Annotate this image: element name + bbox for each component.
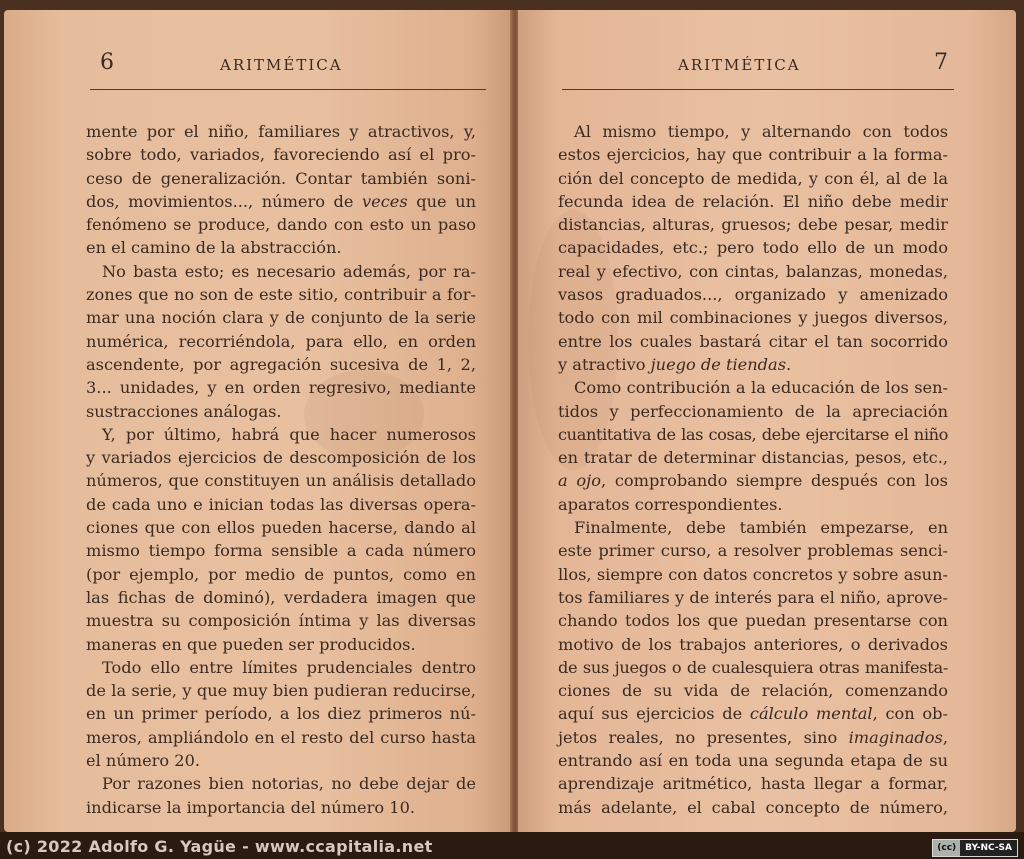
text-line: jetos reales, no presentes, sino imaginados, bbox=[558, 727, 948, 747]
text-line: ciones de su vida de relación, comenzando bbox=[558, 681, 948, 701]
text-line: en el camino de la abstracción. bbox=[86, 238, 342, 258]
text-line: de cada uno e inician todas las diversas opera- bbox=[86, 494, 476, 514]
text-line: dos, movimientos..., número de veces que un bbox=[86, 191, 476, 211]
right-page-header bbox=[562, 50, 954, 90]
text-line: Como contribución a la educación de los sen- bbox=[574, 378, 948, 398]
text-line: aparatos correspondientes. bbox=[558, 494, 783, 514]
text-line: mar una noción clara y de conjunto de la serie bbox=[86, 308, 476, 328]
right-page bbox=[518, 10, 1016, 832]
text-line: ascendente, por agregación sucesiva de 1, 2, bbox=[86, 354, 476, 374]
text-line: distancias, alturas, gruesos; debe pesar, medir bbox=[558, 215, 948, 235]
text-line: real y efectivo, con cintas, balanzas, monedas, bbox=[558, 261, 948, 281]
text-line: numérica, recorriéndola, para ello, en orden bbox=[86, 331, 476, 351]
text-line: muestra su composición íntima y las diversas bbox=[86, 611, 476, 631]
text-line: de la serie, y que muy bien pudieran reducirse, bbox=[86, 681, 476, 701]
text-line: tidos y perfeccionamiento de la apreciación bbox=[558, 401, 948, 421]
text-line: ceso de generalización. Contar también soni- bbox=[86, 168, 476, 188]
header-rule bbox=[562, 89, 954, 90]
text-line: sustracciones análogas. bbox=[86, 401, 282, 421]
text-line: a ojo, comprobando siempre después con los bbox=[558, 471, 948, 491]
text-line: motivo de los trabajos anteriores, o derivados bbox=[558, 634, 948, 654]
left-page-header bbox=[90, 50, 486, 90]
creative-commons-icon: (cc) bbox=[933, 840, 960, 856]
text-line: llos, siempre con datos concretos y sobre asun- bbox=[558, 564, 948, 584]
text-line: aprendizaje aritmético, hasta llegar a formar, bbox=[558, 774, 948, 794]
text-line: en un primer período, a los diez primeros nú- bbox=[86, 704, 476, 724]
license-badge[interactable] bbox=[932, 839, 1018, 857]
text-line: fenómeno se produce, dando con esto un paso bbox=[86, 215, 476, 235]
license-terms: BY-NC-SA bbox=[965, 843, 1012, 853]
text-line: zones que no son de este sitio, contribuir a for- bbox=[86, 285, 476, 305]
text-line: sobre todo, variados, favoreciendo así el pro- bbox=[86, 145, 476, 165]
text-line: meros, ampliándolo en el resto del curso hasta bbox=[86, 727, 476, 747]
text-line: cuantitativa de las cosas, debe ejercitarse el niño bbox=[558, 424, 948, 444]
text-line: números, que constituyen un análisis detallado bbox=[86, 471, 476, 491]
text-line: ción del concepto de medida, y con él, al de la bbox=[558, 168, 948, 188]
text-line: maneras en que pueden ser producidos. bbox=[86, 634, 416, 654]
left-page bbox=[4, 10, 512, 832]
running-title: ARITMÉTICA bbox=[220, 56, 343, 74]
page-number: 6 bbox=[100, 50, 114, 75]
text-line: 3... unidades, y en orden regresivo, mediante bbox=[86, 378, 476, 398]
text-line: este primer curso, a resolver problemas senci- bbox=[558, 541, 948, 561]
text-line: y variados ejercicios de descomposición de los bbox=[86, 448, 476, 468]
text-line: el número 20. bbox=[86, 751, 201, 771]
text-line: vasos graduados..., organizado y amenizado bbox=[558, 285, 948, 305]
text-line: tos familiares y de interés para el niño, aprove- bbox=[558, 587, 948, 607]
text-line: mente por el niño, familiares y atractivos, y, bbox=[86, 122, 476, 141]
text-line: Al mismo tiempo, y alternando con todos bbox=[574, 122, 948, 141]
page-number: 7 bbox=[934, 50, 948, 75]
text-line: No basta esto; es necesario además, por ra- bbox=[102, 261, 476, 281]
text-line: (por ejemplo, por medio de puntos, como en bbox=[86, 564, 476, 584]
text-line: todo con mil combinaciones y juegos diversos, bbox=[558, 308, 948, 328]
text-line: entre los cuales bastará citar el tan socorrido bbox=[558, 331, 948, 351]
text-line: chando todos los que puedan presentarse con bbox=[558, 611, 948, 631]
text-line: en tratar de determinar distancias, pesos, etc., bbox=[558, 448, 948, 468]
running-title: ARITMÉTICA bbox=[678, 56, 801, 74]
text-line: indicarse la importancia del número 10. bbox=[86, 797, 416, 817]
text-line: Y, por último, habrá que hacer numerosos bbox=[102, 424, 476, 444]
text-line: Finalmente, debe también empezarse, en bbox=[574, 518, 948, 538]
text-line: estos ejercicios, hay que contribuir a la forma- bbox=[558, 145, 948, 165]
text-line: y atractivo juego de tiendas. bbox=[558, 354, 792, 374]
text-line: ciones que con ellos pueden hacerse, dando al bbox=[86, 518, 476, 538]
copyright-credit: (c) 2022 Adolfo G. Yagüe - www.ccapitalia.net bbox=[6, 837, 433, 856]
text-line: entrando así en toda una segunda etapa de su bbox=[558, 751, 948, 771]
text-line: fecunda idea de relación. El niño debe medir bbox=[558, 191, 948, 211]
text-line: de sus juegos o de cualesquiera otras manifesta- bbox=[558, 657, 948, 677]
header-rule bbox=[90, 89, 486, 90]
left-page-body bbox=[86, 120, 476, 819]
text-line: Todo ello entre límites prudenciales dentro bbox=[102, 657, 476, 677]
text-line: más adelante, el cabal concepto de número, bbox=[558, 797, 948, 817]
text-line: mismo tiempo forma sensible a cada número bbox=[86, 541, 476, 561]
text-line: capacidades, etc.; pero todo ello de un modo bbox=[558, 238, 948, 258]
text-line: Por razones bien notorias, no debe dejar de bbox=[102, 774, 476, 794]
text-line: las fichas de dominó), verdadera imagen que bbox=[86, 587, 476, 607]
right-page-body bbox=[558, 120, 948, 819]
text-line: aquí sus ejercicios de cálculo mental, con ob- bbox=[558, 704, 948, 724]
